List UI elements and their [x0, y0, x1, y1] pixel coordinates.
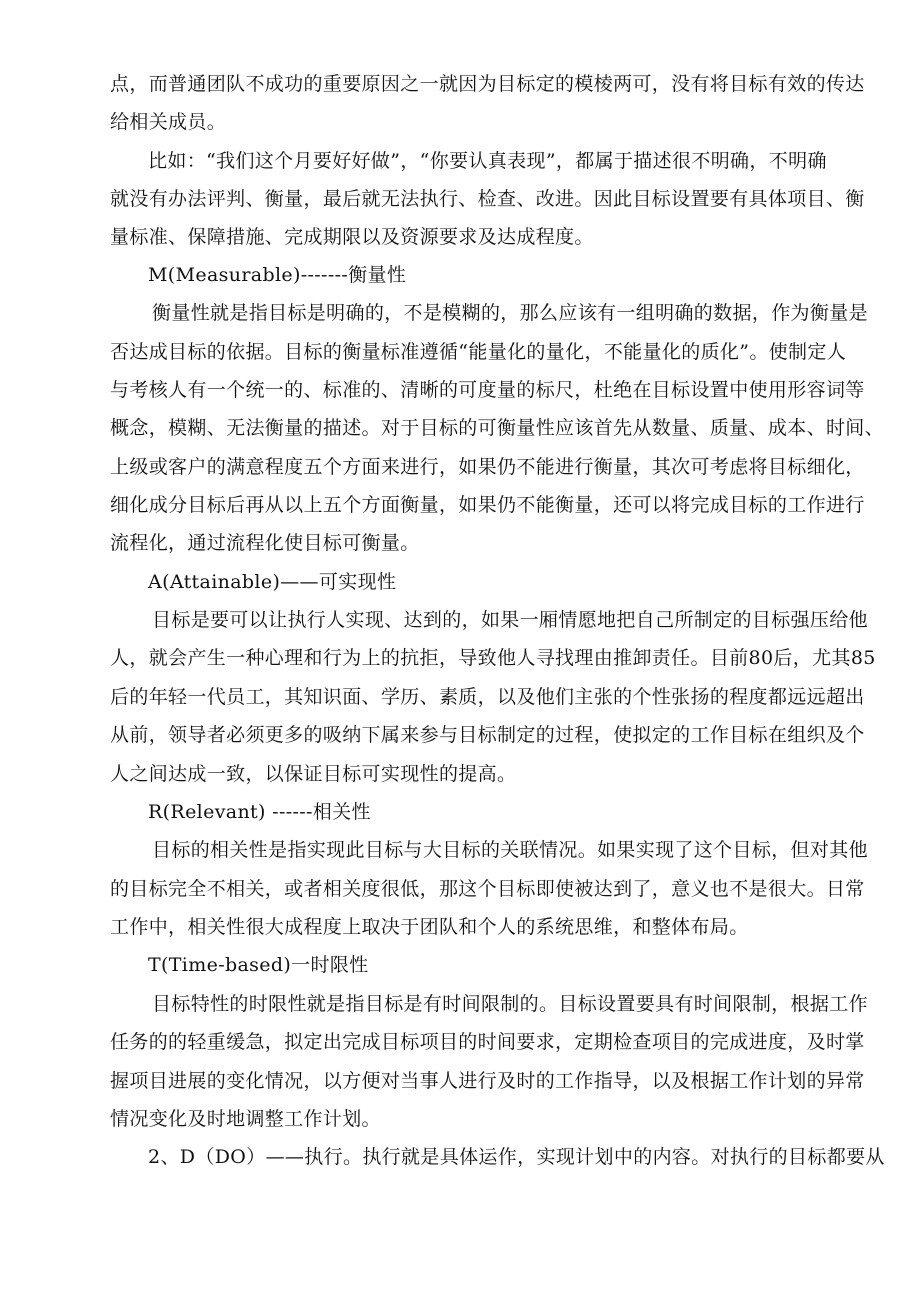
text-line: 细化成分目标后再从以上五个方面衡量，如果仍不能衡量，还可以将完成目标的工作进行 [110, 494, 865, 516]
text-line: 点，而普通团队不成功的重要原因之一就因为目标定的模棱两可，没有将目标有效的传达 [110, 73, 865, 95]
text-line: 否达成目标的依据。目标的衡量标准遵循“能量化的量化，不能量化的质化”。使制定人 [110, 341, 847, 363]
text-line: 与考核人有一个统一的、标准的、清晰的可度量的标尺，杜绝在目标设置中使用形容词等 [110, 379, 865, 401]
paragraph-first-line: 2、D（DO）——执行。执行就是具体运作，实现计划中的内容。对执行的目标都要从 [148, 1146, 885, 1168]
text-line: 上级或客户的满意程度五个方面来进行，如果仍不能进行衡量，其次可考虑将目标细化， [110, 456, 865, 478]
text-line: 后的年轻一代员工，其知识面、学历、素质，以及他们主张的个性张扬的程度都远远超出 [110, 686, 865, 708]
section-heading-relevant: R(Relevant) ------相关性 [148, 801, 371, 823]
paragraph-first-line: 目标特性的时限性就是指目标是有时间限制的。目标设置要具有时间限制，根据工作 [152, 993, 868, 1015]
text-line: 流程化，通过流程化使目标可衡量。 [110, 532, 420, 554]
text-line: 概念，模糊、无法衡量的描述。对于目标的可衡量性应该首先从数量、质量、成本、时间、 [110, 417, 885, 439]
text-line: 人之间达成一致，以保证目标可实现性的提高。 [110, 763, 517, 785]
text-line: 给相关成员。 [110, 111, 227, 133]
text-line: 量标准、保障措施、完成期限以及资源要求及达成程度。 [110, 226, 594, 248]
paragraph-first-line: 目标的相关性是指实现此目标与大目标的关联情况。如果实现了这个目标，但对其他 [152, 839, 868, 861]
text-line: 任务的的轻重缓急，拟定出完成目标项目的时间要求，定期检查项目的完成进度，及时掌 [110, 1031, 865, 1053]
text-line: 工作中，相关性很大成程度上取决于团队和个人的系统思维，和整体布局。 [110, 916, 749, 938]
text-line: 就没有办法评判、衡量，最后就无法执行、检查、改进。因此目标设置要有具体项目、衡 [110, 188, 865, 210]
paragraph-first-line: 比如：“我们这个月要好好做”，“你要认真表现”，都属于描述很不明确，不明确 [148, 150, 827, 172]
text-line: 的目标完全不相关，或者相关度很低，那这个目标即使被达到了，意义也不是很大。日常 [110, 878, 865, 900]
section-heading-attainable: A(Attainable)——可实现性 [148, 571, 397, 593]
section-heading-measurable: M(Measurable)-------衡量性 [148, 264, 407, 286]
text-line: 从前，领导者必须更多的吸纳下属来参与目标制定的过程，使拟定的工作目标在组织及个 [110, 724, 865, 746]
text-line: 情况变化及时地调整工作计划。 [110, 1108, 381, 1130]
paragraph-first-line: 目标是要可以让执行人实现、达到的，如果一厢情愿地把自己所制定的目标强压给他 [152, 609, 868, 631]
text-line: 握项目进展的变化情况，以方便对当事人进行及时的工作指导，以及根据工作计划的异常 [110, 1070, 865, 1092]
section-heading-time-based: T(Time-based)一时限性 [148, 954, 369, 976]
paragraph-first-line: 衡量性就是指目标是明确的，不是模糊的，那么应该有一组明确的数据，作为衡量是 [152, 302, 868, 324]
text-line: 人，就会产生一种心理和行为上的抗拒，导致他人寻找理由推卸责任。目前80后，尤其85 [110, 647, 876, 669]
